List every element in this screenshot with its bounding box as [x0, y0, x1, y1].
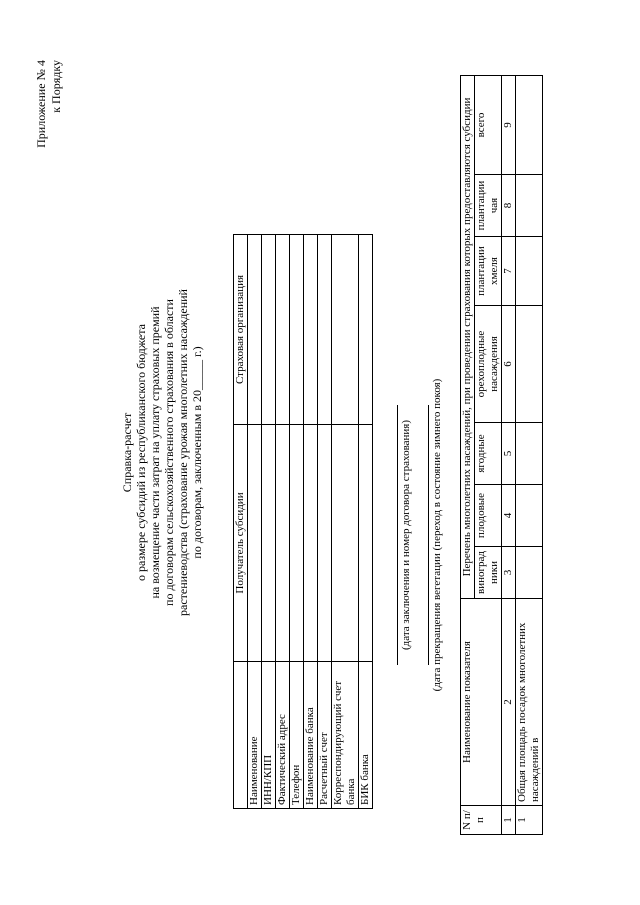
row-name: Общая площадь посадок многолетних насаждений в	[516, 599, 543, 806]
col-header: орехоплодные насаждения	[475, 306, 502, 423]
table-row	[234, 235, 248, 809]
num-cell: 8	[502, 175, 516, 237]
table-row	[304, 235, 318, 809]
col-header: ягодные	[475, 423, 502, 485]
title-line: о размере субсидий из республиканского бюджета	[134, 324, 148, 581]
requisites-table	[233, 234, 373, 809]
title-line: Справка-расчет	[120, 412, 134, 493]
contract-date-caption: (дата заключения и номер договора страхования)	[400, 420, 412, 650]
row-label: Наименование банка	[304, 662, 318, 809]
table-header-cell: Страховая организация	[234, 235, 248, 425]
table-row	[276, 235, 290, 809]
table-row	[262, 235, 276, 809]
col-header: всего	[475, 76, 502, 175]
num-cell: 5	[502, 423, 516, 485]
appendix-line2: к Порядку	[49, 60, 63, 113]
table-row	[516, 76, 543, 835]
num-cell: 6	[502, 306, 516, 423]
title-line: на возмещение части затрат на уплату страховых премий	[148, 306, 162, 599]
plantings-table	[460, 75, 543, 835]
signature-line	[428, 405, 429, 665]
num-cell: 7	[502, 237, 516, 306]
table-row	[248, 235, 262, 809]
num-cell: 4	[502, 485, 516, 547]
col-header: виноград ники	[475, 547, 502, 599]
document-title	[120, 0, 204, 905]
title-line: по договорам, заключенным в 20_____ г.)	[190, 346, 204, 559]
title-line: по договорам сельскохозяйственного страхования в области	[162, 299, 176, 606]
num-cell: 1	[502, 806, 516, 835]
col-header: плантации хмеля	[475, 237, 502, 306]
appendix-header	[34, 60, 64, 148]
header-name: Наименование показателя	[461, 599, 502, 806]
title-line: растениеводства (страхование урожая многолетних насаждений	[176, 289, 190, 616]
row-n: 1	[516, 806, 543, 835]
table-cell	[234, 662, 248, 809]
row-label: Телефон	[290, 662, 304, 809]
table-header-cell: Получатель субсидии	[234, 425, 248, 662]
row-label: Расчетный счет	[318, 662, 332, 809]
table-row	[359, 235, 373, 809]
table-row	[332, 235, 359, 809]
signature-line	[397, 405, 398, 665]
row-label: Корреспондирующий счет банка	[332, 662, 359, 809]
header-group: Перечень многолетних насаждений, при проведении страхования которых предоставляются субсидии	[461, 76, 475, 599]
num-cell: 3	[502, 547, 516, 599]
table-row	[502, 76, 516, 835]
row-label: Наименование	[248, 662, 262, 809]
col-header: плантации чая	[475, 175, 502, 237]
col-header: плодовые	[475, 485, 502, 547]
vegetation-date-caption: (дата прекращения вегетации (переход в состояние зимнего покоя)	[431, 378, 443, 692]
appendix-line1: Приложение № 4	[34, 60, 48, 148]
header-n: N п/п	[461, 806, 502, 835]
row-label: ИНН/КПП	[262, 662, 276, 809]
table-row	[461, 76, 475, 835]
row-label: Фактический адрес	[276, 662, 290, 809]
table-row	[290, 235, 304, 809]
row-label: БИК банка	[359, 662, 373, 809]
table-row	[318, 235, 332, 809]
num-cell: 9	[502, 76, 516, 175]
num-cell: 2	[502, 599, 516, 806]
